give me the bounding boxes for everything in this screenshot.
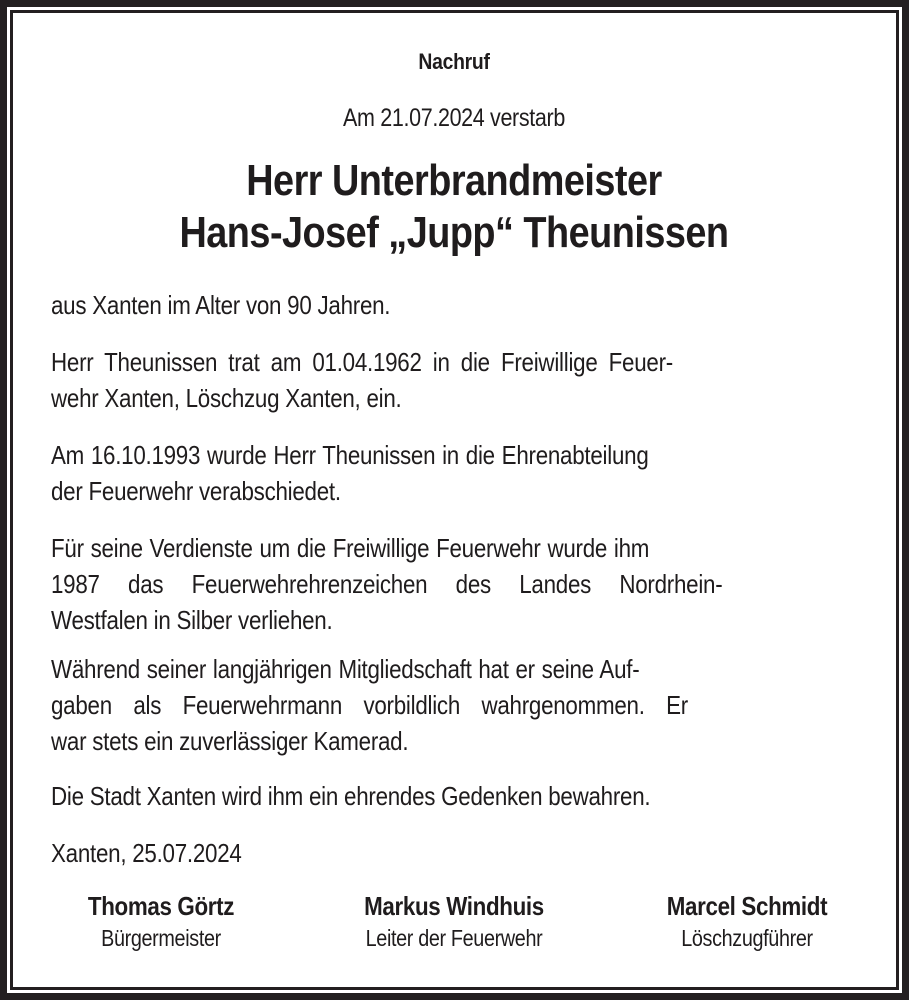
paragraph-line: Für seine Verdienste um die Freiwillige Feuerwehr wurde ihm (51, 533, 650, 563)
signatory-name: Markus Windhuis (364, 891, 544, 921)
obituary-notice (51, 0, 857, 1000)
paragraph-age (51, 287, 857, 323)
paragraph-line: wehr Xanten, Löschzug Xanten, ein. (51, 383, 402, 413)
death-date-line: Am 21.07.2024 verstarb (343, 104, 565, 132)
paragraph-award (51, 530, 857, 638)
paragraph-line: der Feuerwehr verabschiedet. (51, 476, 341, 506)
paragraph-honorary-division (51, 437, 857, 509)
paragraph-line: Am 16.10.1993 wurde Herr Theunissen in die Ehrenabteilung (51, 440, 649, 470)
paragraph-line: 1987 das Feuerwehrehrenzeichen des Landes Nordrhein- (51, 569, 723, 599)
signatory-fire-chief (324, 890, 584, 954)
paragraph-line: Westfalen in Silber verliehen. (51, 605, 333, 635)
deceased-name-line: Hans-Josef „Jupp“ Theunissen (179, 208, 729, 257)
place-date-text: Xanten, 25.07.2024 (51, 838, 242, 868)
paragraph-service (51, 651, 857, 759)
paragraph-line: aus Xanten im Alter von 90 Jahren. (51, 290, 391, 320)
place-and-date (51, 835, 857, 871)
notice-heading: Nachruf (418, 49, 490, 74)
paragraph-line: gaben als Feuerwehrmann vorbildlich wahrgenommen. Er (51, 690, 688, 720)
signatory-role: Löschzugführer (681, 925, 813, 951)
paragraph-joined (51, 344, 857, 416)
signatory-name: Thomas Görtz (87, 891, 235, 921)
deceased-name (90, 155, 818, 259)
paragraph-line: Die Stadt Xanten wird ihm ein ehrendes Gedenken bewahren. (51, 781, 651, 811)
signatures (31, 890, 877, 954)
signatory-mayor (31, 890, 291, 954)
paragraph-line: war stets ein zuverlässiger Kamerad. (51, 726, 409, 756)
paragraph-remembrance (51, 778, 857, 814)
signatory-name: Marcel Schmidt (666, 891, 828, 921)
signatory-platoon-leader (617, 890, 877, 954)
signatory-role: Leiter der Feuerwehr (365, 925, 543, 951)
signatory-role: Bürgermeister (101, 925, 221, 951)
deceased-title-line: Herr Unterbrandmeister (246, 156, 662, 205)
paragraph-line: Herr Theunissen trat am 01.04.1962 in die Freiwillige Feuer- (51, 347, 673, 377)
paragraph-line: Während seiner langjährigen Mitgliedschaft hat er seine Auf- (51, 654, 640, 684)
